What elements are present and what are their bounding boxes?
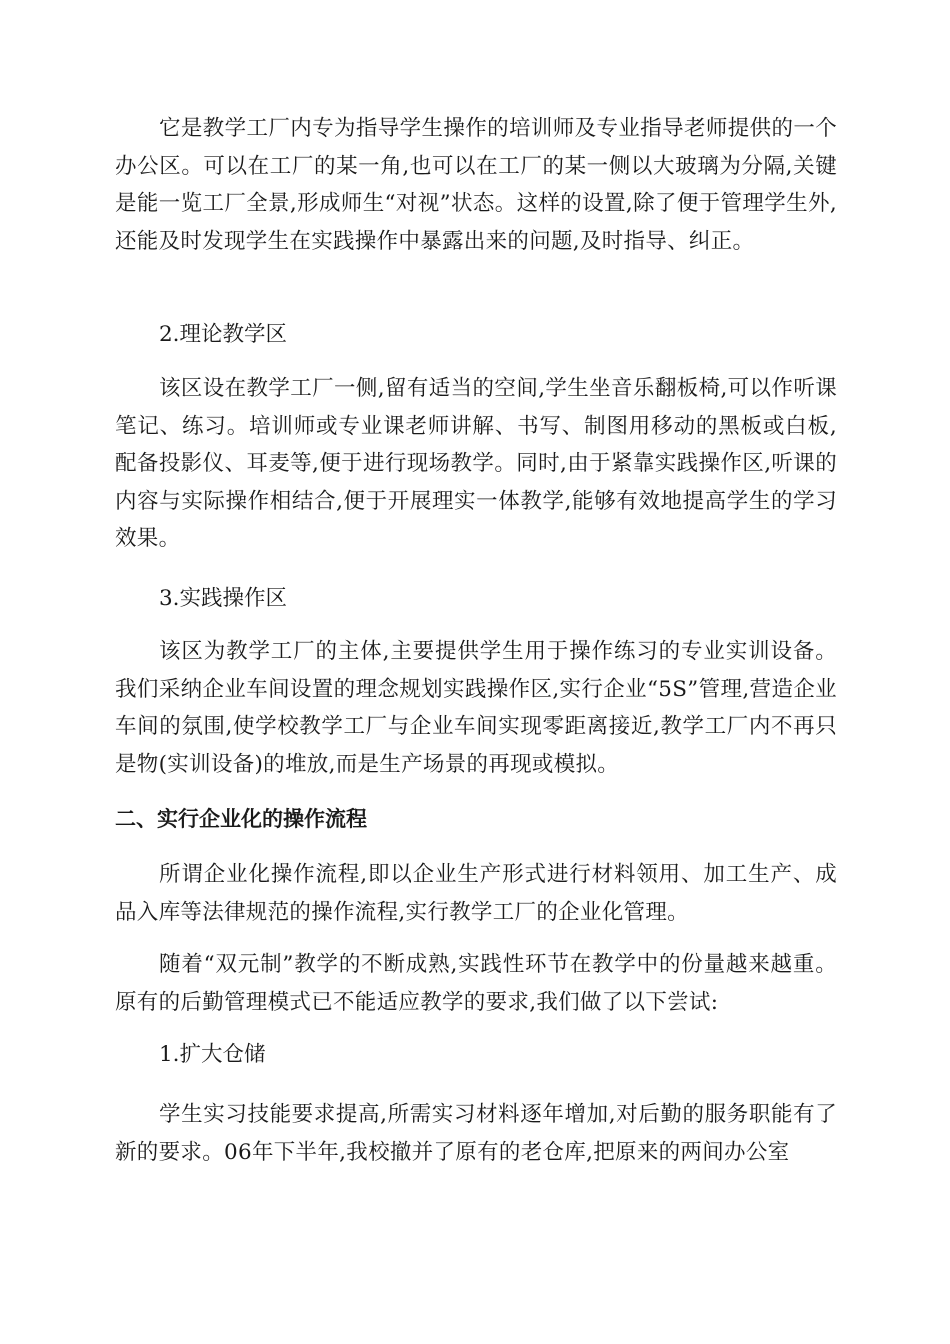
paragraph-office-area: 它是教学工厂内专为指导学生操作的培训师及专业指导老师提供的一个办公区。可以在工厂的某一角,也可以在工厂的某一侧以大玻璃为分隔,关键是能一览工厂全景,形成师生“对视”状态。这样的设置,除了便于管理学生外,还能及时发现学生在实践操作中暴露出来的问题,及时指导、纠正。 bbox=[115, 116, 837, 254]
paragraph-dual-system: 随着“双元制”教学的不断成熟,实践性环节在教学中的份量越来越重。原有的后勤管理模式已不能适应教学的要求,我们做了以下尝试: bbox=[115, 952, 837, 1015]
section-heading: 二、实行企业化的操作流程 bbox=[115, 807, 367, 831]
paragraph-operation-process: 所谓企业化操作流程,即以企业生产形式进行材料领用、加工生产、成品入库等法律规范的操作流程,实行教学工厂的企业化管理。 bbox=[115, 862, 837, 925]
paragraph-practice-area: 该区为教学工厂的主体,主要提供学生用于操作练习的专业实训设备。我们采纳企业车间设置的理念规划实践操作区,实行企业“5S”管理,营造企业车间的氛围,使学校教学工厂与企业车间实现零距离接近,教学工厂内不再只是物(实训设备)的堆放,而是生产场景的再现或模拟。 bbox=[115, 639, 837, 777]
subheading-expand-storage: 1.扩大仓储 bbox=[159, 1042, 266, 1067]
paragraph-storage: 学生实习技能要求提高,所需实习材料逐年增加,对后勤的服务职能有了新的要求。06年下半年,我校撤并了原有的老仓库,把原来的两间办公室 bbox=[115, 1102, 837, 1165]
subheading-practice-area: 3.实践操作区 bbox=[159, 586, 288, 611]
paragraph-theory-area: 该区设在教学工厂一侧,留有适当的空间,学生坐音乐翻板椅,可以作听课笔记、练习。培训师或专业课老师讲解、书写、制图用移动的黑板或白板,配备投影仪、耳麦等,便于进行现场教学。同时,由于紧靠实践操作区,听课的内容与实际操作相结合,便于开展理实一体教学,能够有效地提高学生的学习效果。 bbox=[115, 376, 837, 551]
subheading-theory-area: 2.理论教学区 bbox=[159, 322, 288, 347]
